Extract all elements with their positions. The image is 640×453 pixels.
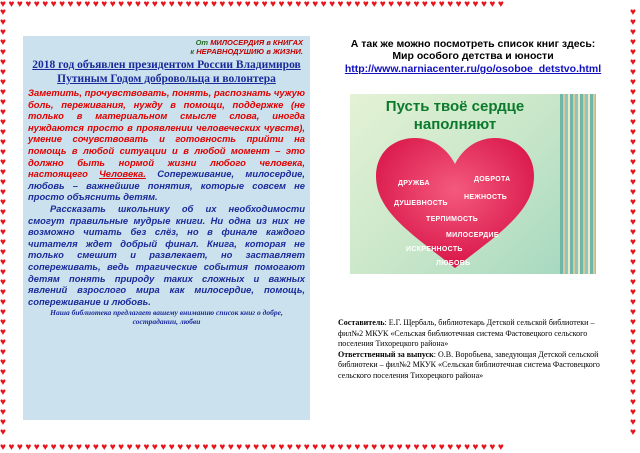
heart-word-tolerance: ТЕРПИМОСТЬ: [426, 216, 479, 223]
responsible-credit: [338, 350, 612, 382]
paragraph-empathy-text: Заметить, прочувствовать, понять, распознать чужую боль, переживания, нужду в помощи, поддержке (не только в материальном смысле слова, иногда нуждаются просто в проявлении человеческих чувств), умение сочувствовать и готовность прийти на помощь в любой ситуации и в любой момент – это должно быть нормой жизни любого человека, настоящего: [28, 87, 305, 180]
dedication-text-2: НЕРАВНОДУШИЮ в ЖИЗНИ.: [196, 47, 303, 56]
heart-border-bottom: ♥ ♥ ♥ ♥ ♥ ♥ ♥ ♥ ♥ ♥ ♥ ♥ ♥ ♥ ♥ ♥ ♥ ♥ ♥ ♥ ♥ ♥ ♥ ♥ ♥ ♥ ♥ ♥ ♥ ♥ ♥ ♥ ♥ ♥ ♥ ♥ ♥ ♥ ♥ ♥ ♥ ♥ ♥ ♥ ♥ ♥ ♥ ♥ ♥ ♥ ♥ ♥ ♥ ♥ ♥ ♥ ♥ ♥ ♥ ♥: [0, 443, 504, 453]
paragraph-empathy-conclusion: Сопереживание, милосердие, любовь – важнейшие понятия, которые совсем не просто объяснить детям.: [28, 168, 305, 203]
responsible-text: : О.В. Воробьева, заведующая Детской сельской библиотеки – фил№2 МКУК «Сельская библиотечная система Фастовецкого сельского поселения Тихорецкого района»: [338, 349, 600, 380]
book-list-offer: Наша библиотека предлагает вашему вниманию список книг о добре, сострадании, любви: [50, 308, 283, 327]
heart-border-left: ♥ ♥ ♥ ♥ ♥ ♥ ♥ ♥ ♥ ♥ ♥ ♥ ♥ ♥ ♥ ♥ ♥ ♥ ♥ ♥ ♥ ♥ ♥ ♥ ♥ ♥ ♥ ♥ ♥ ♥ ♥ ♥ ♥ ♥ ♥ ♥ ♥ ♥ ♥ ♥ ♥ ♥ ♥: [0, 8, 6, 438]
poster-title-line-2: наполняют: [413, 116, 497, 133]
dedication-prefix-1: От: [195, 38, 209, 47]
paragraph-books: Рассказать школьнику об их необходимости смогут правильные мудрые книги. Ни одна из них не возможно читать без слёз, но в финале каждого читателя ждет добрый финал. Книга, которая не только смешит и развлекает, но заставляет сопереживать, ведь трагические события помогают детям понять природу таких сложных и важных явлений взрослого мира как милосердие, помощь, сопереживание и любовь.: [28, 202, 305, 307]
paragraph-empathy: [28, 87, 305, 203]
dedication: [28, 38, 303, 56]
intro-line-1: А так же можно посмотреть список книг здесь:: [350, 38, 596, 50]
compiler-credit: [338, 318, 612, 350]
responsible-label: Ответственный за выпуск: [338, 349, 434, 359]
heart-word-mercy: МИЛОСЕРДИЕ: [446, 232, 499, 239]
year-title: 2018 год объявлен президентом России Владимиров Путиным Годом добровольца и волонтера: [32, 59, 301, 85]
poster-stripes: [560, 94, 596, 274]
dedication-prefix-2: к: [190, 47, 195, 56]
heart-word-honesty: ИСКРЕННОСТЬ: [406, 246, 463, 253]
poster-title: [350, 98, 560, 134]
heart-border-right: ♥ ♥ ♥ ♥ ♥ ♥ ♥ ♥ ♥ ♥ ♥ ♥ ♥ ♥ ♥ ♥ ♥ ♥ ♥ ♥ ♥ ♥ ♥ ♥ ♥ ♥ ♥ ♥ ♥ ♥ ♥ ♥ ♥ ♥ ♥ ♥ ♥ ♥ ♥ ♥ ♥ ♥ ♥: [630, 8, 636, 438]
narnia-center-link[interactable]: http://www.narniacenter.ru/go/osoboe_detstvo.html: [344, 63, 602, 75]
dedication-text-1: МИЛОСЕРДИЯ в КНИГАХ: [210, 38, 303, 47]
heart-word-tenderness: НЕЖНОСТЬ: [464, 194, 508, 201]
human-word: Человека.: [99, 168, 146, 180]
poster-title-line-1: Пусть твоё сердце: [385, 98, 525, 115]
heart-word-sincerity-soul: ДУШЕВНОСТЬ: [394, 200, 448, 207]
intro-text: [330, 38, 616, 62]
compiler-text: : Е.Г. Щербаль, библиотекарь Детской сельской библиотеки – фил№2 МКУК «Сельская библиотечная система Фастовецкого сельского поселения Тихорецкого района»: [338, 318, 595, 348]
heart-word-love: ЛЮБОВЬ: [436, 260, 471, 267]
compiler-label: Составитель: [338, 318, 385, 327]
heart-word-friendship: ДРУЖБА: [398, 180, 430, 187]
right-panel: [330, 36, 616, 420]
left-panel: [23, 36, 310, 420]
heart-word-kindness: ДОБРОТА: [474, 176, 511, 183]
intro-line-2: Мир особого детства и юности: [392, 50, 554, 62]
heart-border-top: ♥ ♥ ♥ ♥ ♥ ♥ ♥ ♥ ♥ ♥ ♥ ♥ ♥ ♥ ♥ ♥ ♥ ♥ ♥ ♥ ♥ ♥ ♥ ♥ ♥ ♥ ♥ ♥ ♥ ♥ ♥ ♥ ♥ ♥ ♥ ♥ ♥ ♥ ♥ ♥ ♥ ♥ ♥ ♥ ♥ ♥ ♥ ♥ ♥ ♥ ♥ ♥ ♥ ♥ ♥ ♥ ♥ ♥ ♥ ♥: [0, 0, 504, 10]
credits: [338, 318, 612, 381]
heart-poster: [350, 94, 596, 274]
